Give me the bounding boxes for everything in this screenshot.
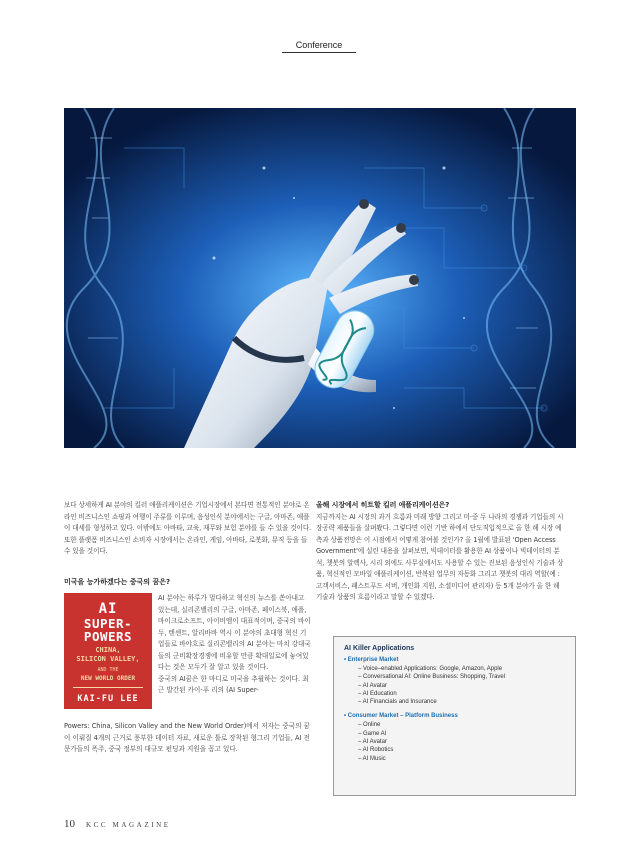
book-subtitle-line: CHINA,	[95, 646, 121, 654]
book-title-line: AI	[98, 601, 118, 617]
book-subtitle-line: NEW WORLD ORDER	[80, 675, 136, 682]
section-divider	[282, 52, 356, 53]
enterprise-item: – AI Education	[358, 690, 397, 697]
wrap-paragraph: 중국의 AI꿈은 한 마디로 미국을 추월하는 것이다. 최근 발간된 카이-푸 리의 (AI Super-	[158, 674, 309, 694]
left-wrap-text	[158, 593, 312, 697]
consumer-item: – AI Music	[358, 755, 386, 762]
robot-hand-dna-illustration	[64, 108, 576, 448]
enterprise-item: – AI Avatar	[358, 682, 387, 689]
book-subtitle-line: AND THE	[97, 667, 119, 673]
enterprise-item: – AI Financials and Insurance	[358, 699, 437, 706]
intro-paragraph: 보다 상세하게 AI 분야의 킬러 애플리케이션은 기업시장에서 본다면 전통적인 분야로 온라인 비즈니스인 쇼핑과 여행이 주류를 이루며, 음성인식 분야에서는 구글, 아마존, 애플이 대세를 형성하고 있다. 이밖에도 아바타, 교육, 재무와 보험 분야를 들 수 있을 것이다. 또한 플랫폼 비즈니스인 소비자 시장에서는 온라인, 게임, 아바타, 로봇화, 뮤직 등을 들 수 있을 것이다.	[64, 501, 312, 555]
consumer-item: – AI Robotics	[358, 747, 394, 754]
consumer-item: – Game AI	[358, 730, 387, 737]
book-title-line: SUPER-	[83, 616, 133, 631]
book-divider	[73, 687, 143, 688]
consumer-item: – Online	[358, 722, 381, 729]
killer-applications-box	[333, 636, 576, 796]
right-paragraph: 지금까지는 AI 시장의 과거 흐름과 미래 방향 그리고 미·중 두 나라의 경쟁과 기업들의 시장공략 제품들을 살펴봤다. 그렇다면 이런 기반 하에서 단도직입적으로 올 한 해 시장 예측과 상품전망은 이 시점에서 어떻게 참여볼 것인가? 올 1월에 발표된 'Open Access Government'에 실린 내용을 살펴보면, 빅데이터를 활용한 AI 상품이나 빅데이터의 분석, 챗봇의 알렉사, 시리 외에도 사무실에서도 사용할 수 있는 진보된 음성인식 기술과 상품, 혁신적인 모바일 애플리케이션, 반복된 업무의 자동화 그리고 챗봇의 대리 역할(예 : 고객서비스, 패스트푸드 서버, 개인화 지원, 소셜미디어 관리자) 등 5개 분야가 올 한 해 기술과 상품의 흐름이라고 말할 수 있겠다.	[316, 512, 564, 601]
hero-image	[64, 108, 576, 448]
left-heading: 미국을 능가하겠다는 중국의 꿈은?	[64, 578, 171, 586]
book-author: KAI-FU LEE	[77, 694, 139, 704]
enterprise-item: – Voice–enabled Applications: Google, Amazon, Apple	[358, 666, 503, 672]
page-number: 10	[64, 818, 75, 830]
enterprise-market-heading: • Enterprise Market	[344, 657, 399, 663]
book-subtitle-line: SILICON VALLEY,	[76, 655, 140, 663]
left-bottom-paragraph: Powers: China, Silicon Valley and the New World Order)에서 저자는 중국의 꿈이 이뤄질 4개의 근거로 풍부한 데이터 자료, 새로운 틀로 장착된 형그리 기업들, AI 전문가들의 폭주, 중국 정부의 대규모 펀딩과 지원을 꼽고 있다.	[64, 722, 310, 753]
consumer-market-heading: • Consumer Market – Platform Business	[344, 713, 458, 720]
left-column-intro	[64, 500, 312, 558]
enterprise-item: – Conversational AI: Online Business: Shopping, Travel	[358, 674, 506, 681]
magazine-name: KCC MAGAZINE	[86, 821, 171, 829]
wrap-paragraph: AI 분야는 하루가 멀다하고 혁신의 뉴스를 쏟아내고 있는데, 실리콘밸리의 구글, 아마존, 페이스북, 애플, 마이크로소프트, 아이비엠이 대표적이며, 중국의 바이두, 텐센트, 알리바바 역시 이 분야의 초대형 혁신 기업들로 바야흐로 실리콘밸리의 AI 분야는 마치 강대국들의 군비확장경쟁에 비유할 만큼 확대일로에 놓여있다는 것은 모두가 잘 알고 있을 것이다.	[158, 594, 311, 671]
box-title: AI Killer Applications	[344, 645, 415, 652]
book-title-line: POWERS	[83, 629, 133, 644]
right-heading: 올해 시장에서 히트할 킬러 애플리케이션은?	[316, 501, 450, 509]
section-label: Conference	[295, 40, 343, 50]
book-cover-image	[64, 593, 152, 709]
right-column	[316, 500, 564, 604]
consumer-item: – AI Avatar	[358, 739, 387, 746]
